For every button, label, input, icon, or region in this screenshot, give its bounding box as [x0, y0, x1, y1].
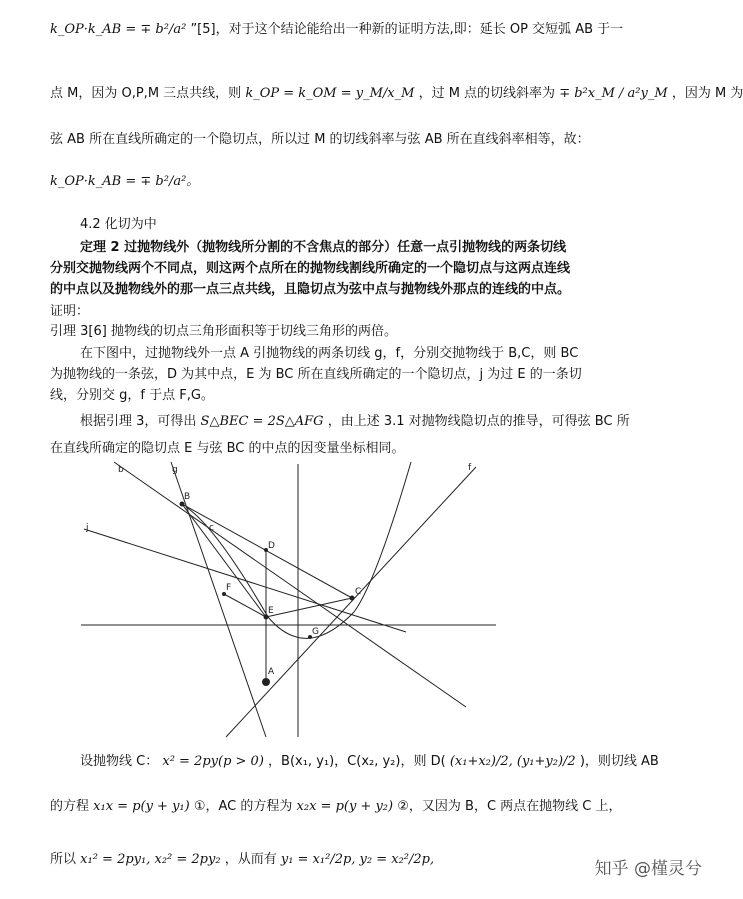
- paragraph-line-4: [80, 410, 630, 429]
- theorem-text: 的中点以及抛物线外的那一点三点共线，且隐切点为弦中点与抛物线外那点的连线的中点。: [50, 282, 571, 297]
- segment-BE: [182, 504, 266, 617]
- y-value-formula: y₁ = x₁²/2p, y₂ = x₂²/2p,: [280, 852, 435, 867]
- label-G: G: [312, 627, 319, 637]
- tangent-line-f: [226, 467, 476, 737]
- text-segment: ”[5]，对于这个结论能给出一种新的证明方法,即：延长 OP 交短弧 AB 于一: [190, 22, 624, 37]
- paragraph-line-5: [50, 437, 405, 456]
- text-segment: ，B(x₁, y₁)，C(x₂, y₂)，则 D(: [268, 754, 446, 769]
- midpoint-formula: (x₁+x₂)/2, (y₁+y₂)/2: [449, 754, 576, 769]
- section-heading: [80, 213, 157, 232]
- slope-product-formula: k_OP·k_AB = ∓ b²/a²。: [50, 174, 200, 189]
- point-on-parabola-formula: x₁² = 2py₁, x₂² = 2py₂: [80, 852, 221, 867]
- label-g: g: [172, 465, 178, 475]
- watermark: 知乎 @槿灵兮: [594, 859, 702, 879]
- paragraph-line-1: [80, 342, 578, 361]
- area-formula: S△BEC = 2S△AFG: [200, 414, 324, 429]
- label-j: j: [86, 523, 89, 533]
- text-segment: 所以: [50, 852, 77, 867]
- section-title: 4.2 化切为中: [80, 217, 157, 232]
- slope-product-formula: k_OP·k_AB = ∓ b²/a²: [50, 22, 187, 37]
- text-line-2: [50, 82, 743, 101]
- equation-line-q3: [50, 848, 434, 867]
- text-segment: 线，分别交 g，f 于点 F,G。: [50, 388, 214, 403]
- text-segment: ，从而有: [224, 852, 277, 867]
- equation-line-1: [50, 18, 623, 37]
- tangent-AC-equation: x₂x = p(y + y₂): [296, 799, 394, 814]
- label-A: A: [268, 667, 275, 677]
- parabola-equation: x² = 2py(p > 0): [162, 754, 264, 769]
- text-segment: ①，AC 的方程为: [193, 799, 293, 814]
- point-B: [180, 502, 185, 507]
- tangent-slope-formula: ∓ b²x_M / a²y_M: [559, 86, 668, 101]
- equation-line-q1: [80, 750, 659, 769]
- theorem-line-3: [50, 278, 570, 297]
- label-b: b: [118, 465, 124, 475]
- paragraph-line-3: [50, 384, 214, 403]
- lemma-line: [50, 320, 397, 339]
- text-segment: 在直线所确定的隐切点 E 与弦 BC 的中点的因变量坐标相同。: [50, 441, 405, 456]
- text-segment: 弦 AB 所在直线所确定的一个隐切点，所以过 M 的切线斜率与弦 AB 所在直线斜率相等，故：: [50, 132, 590, 147]
- text-segment: )，则切线 AB: [579, 754, 659, 769]
- text-segment: 在下图中，过抛物线外一点 A 引抛物线的两条切线 g，f，分别交抛物线于 B,C，则 BC: [80, 346, 579, 361]
- label-B: B: [184, 492, 191, 502]
- proof-text: 证明：: [50, 304, 90, 319]
- lemma-text: 引理 3[6] 抛物线的切点三角形面积等于切线三角形的两倍。: [50, 324, 397, 339]
- theorem-text: 定理 2 过抛物线外（抛物线所分割的不含焦点的部分）任意一点引抛物线的两条切线: [80, 240, 567, 255]
- parabola-diagram: [76, 462, 506, 737]
- label-f: f: [468, 463, 472, 473]
- line-b: [114, 462, 466, 707]
- text-segment: ②，又因为 B，C 两点在抛物线 C 上，: [397, 799, 622, 814]
- theorem-line-2: [50, 257, 570, 276]
- text-segment: ，由上述 3.1 对抛物线隐切点的推导，可得弦 BC 所: [327, 414, 630, 429]
- label-D: D: [268, 541, 275, 551]
- proof-label: [50, 300, 89, 319]
- label-E: E: [268, 606, 274, 616]
- text-segment: 根据引理 3，可得出: [80, 414, 197, 429]
- label-c: c: [209, 523, 214, 533]
- text-segment: 点 M，因为 O,P,M 三点共线，则: [50, 86, 242, 101]
- label-C: C: [355, 587, 362, 597]
- tangent-AB-equation: x₁x = p(y + y₁): [93, 799, 190, 814]
- point-C: [350, 596, 355, 601]
- slope-equality-formula: k_OP = k_OM = y_M/x_M: [245, 86, 415, 101]
- point-A: [262, 678, 270, 686]
- label-F: F: [226, 583, 232, 593]
- text-line-3: [50, 128, 590, 147]
- text-segment: 的方程: [50, 799, 90, 814]
- text-segment: ，因为 M 为: [671, 86, 743, 101]
- text-segment: 为抛物线的一条弦，D 为其中点，E 为 BC 所在直线所确定的一个隐切点，j 为过 E 的一条切: [50, 367, 582, 382]
- text-segment: 设抛物线 C：: [80, 754, 159, 769]
- tangent-line-g: [171, 462, 266, 737]
- theorem-line-1: [80, 236, 566, 255]
- text-segment: ，过 M 点的切线斜率为: [418, 86, 556, 101]
- equation-line-q2: [50, 795, 622, 814]
- segment-FE: [224, 594, 266, 617]
- equation-line-4: [50, 170, 199, 189]
- paragraph-line-2: [50, 363, 582, 382]
- theorem-text: 分别交抛物线两个不同点，则这两个点所在的抛物线割线所确定的一个隐切点与这两点连线: [50, 261, 571, 276]
- line-j: [84, 529, 406, 632]
